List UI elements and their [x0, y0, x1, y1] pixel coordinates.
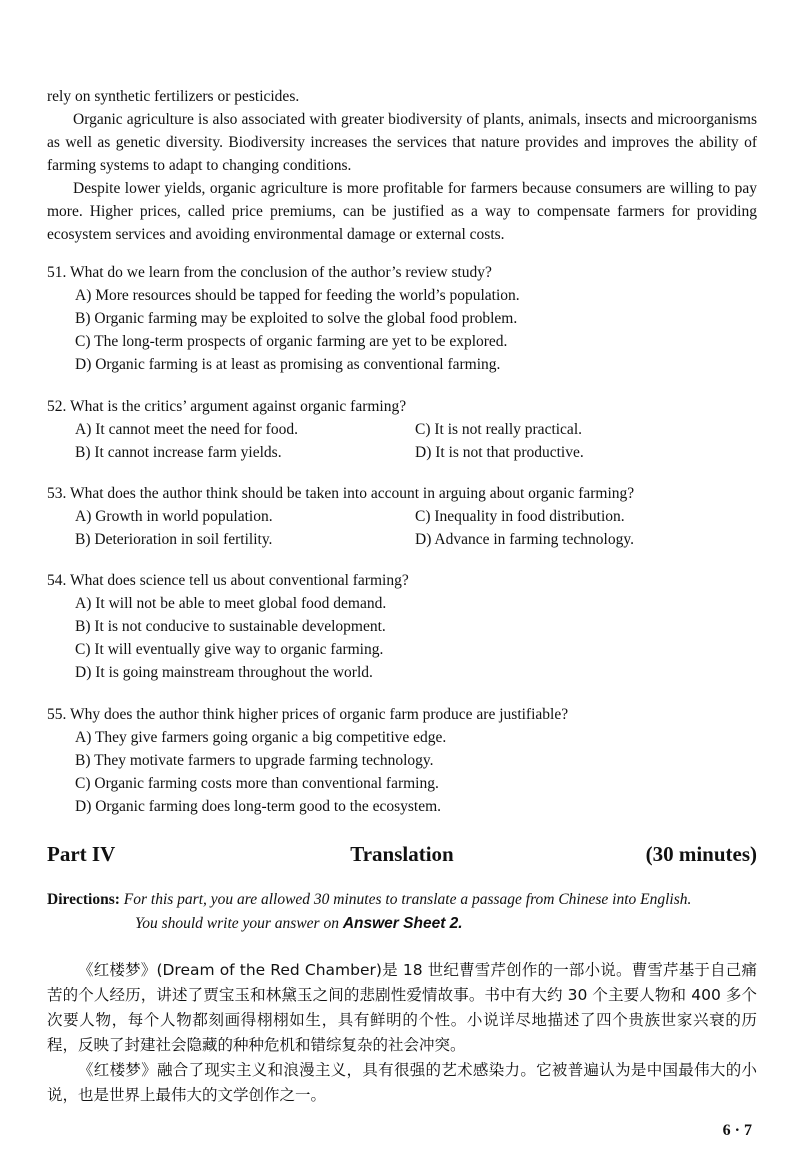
- part-time: (30 minutes): [645, 842, 757, 866]
- answer-option[interactable]: C) It will eventually give way to organic farming.: [75, 641, 384, 658]
- directions: [47, 888, 759, 936]
- answer-option[interactable]: A) It cannot meet the need for food.: [75, 421, 298, 438]
- chinese-paragraph: 《红楼梦》融合了现实主义和浪漫主义，具有很强的艺术感染力。它被普遍认为是中国最伟大的小说，也是世界上最伟大的文学创作之一。: [47, 1061, 757, 1104]
- page-number: 6 · 7: [722, 1122, 752, 1139]
- answer-option[interactable]: B) Deterioration in soil fertility.: [75, 531, 273, 548]
- question-stem: 54. What does science tell us about conventional farming?: [47, 572, 409, 589]
- question-53: [47, 482, 757, 551]
- answer-option[interactable]: B) It cannot increase farm yields.: [75, 444, 282, 461]
- answer-option[interactable]: D) Organic farming is at least as promising as conventional farming.: [75, 356, 501, 373]
- answer-option[interactable]: C) Organic farming costs more than conventional farming.: [75, 775, 439, 792]
- part-heading: [47, 842, 757, 872]
- part-title: Translation: [350, 842, 454, 866]
- question-stem: 53. What does the author think should be taken into account in arguing about organic farming?: [47, 485, 635, 502]
- chinese-passage: [47, 958, 757, 1108]
- answer-option[interactable]: A) More resources should be tapped for feeding the world’s population.: [75, 287, 520, 304]
- answer-option[interactable]: A) They give farmers going organic a big competitive edge.: [75, 729, 447, 746]
- question-55: [47, 703, 757, 818]
- answer-option[interactable]: D) It is going mainstream throughout the world.: [75, 664, 373, 681]
- answer-option[interactable]: A) It will not be able to meet global food demand.: [75, 595, 387, 612]
- answer-option[interactable]: B) It is not conducive to sustainable development.: [75, 618, 386, 635]
- answer-option[interactable]: D) It is not that productive.: [415, 444, 584, 461]
- chinese-paragraph: 《红楼梦》(Dream of the Red Chamber)是 18 世纪曹雪芹创作的一部小说。曹雪芹基于自己痛苦的个人经历，讲述了贾宝玉和林黛玉之间的悲剧性爱情故事。书中有大约 30 个主要人物和 400 多个次要人物，每个人物都刻画得栩栩如生，具有鲜明的个性。小说详尽地描述了四个贵族世家兴衰的历程，反映了封建社会隐藏的种种危机和错综复杂的社会冲突。: [47, 961, 757, 1054]
- answer-option[interactable]: C) It is not really practical.: [415, 421, 582, 438]
- answer-option[interactable]: B) Organic farming may be exploited to solve the global food problem.: [75, 310, 518, 327]
- answer-option[interactable]: C) Inequality in food distribution.: [415, 508, 625, 525]
- passage-text: [47, 85, 757, 246]
- question-51: [47, 261, 757, 376]
- question-stem: 52. What is the critics’ argument against organic farming?: [47, 398, 407, 415]
- answer-sheet-label: Answer Sheet 2.: [342, 915, 463, 932]
- directions-label: Directions:: [47, 891, 120, 908]
- passage-paragraph: Despite lower yields, organic agriculture is more profitable for farmers because consumers are willing to pay more. Higher prices, called price premiums, can be justified as a way to compensate farmers for providing ecosystem services and avoiding environmental damage or external costs.: [47, 180, 757, 243]
- directions-text: You should write your answer on: [135, 915, 343, 932]
- answer-option[interactable]: B) They motivate farmers to upgrade farming technology.: [75, 752, 434, 769]
- answer-option[interactable]: D) Advance in farming technology.: [415, 531, 634, 548]
- question-stem: 51. What do we learn from the conclusion of the author’s review study?: [47, 264, 492, 281]
- answer-option[interactable]: A) Growth in world population.: [75, 508, 273, 525]
- directions-text: For this part, you are allowed 30 minutes to translate a passage from Chinese into English.: [123, 891, 692, 908]
- question-52: [47, 395, 757, 464]
- answer-option[interactable]: C) The long-term prospects of organic farming are yet to be explored.: [75, 333, 508, 350]
- part-number: Part IV: [47, 842, 116, 866]
- passage-paragraph: Organic agriculture is also associated with greater biodiversity of plants, animals, insects and microorganisms as well as genetic diversity. Biodiversity increases the services that nature provides and improves the ability of farming systems to adapt to changing conditions.: [47, 111, 757, 174]
- passage-paragraph: rely on synthetic fertilizers or pesticides.: [47, 88, 300, 105]
- answer-option[interactable]: D) Organic farming does long-term good to the ecosystem.: [75, 798, 442, 815]
- question-stem: 55. Why does the author think higher prices of organic farm produce are justifiable?: [47, 706, 569, 723]
- question-54: [47, 569, 757, 684]
